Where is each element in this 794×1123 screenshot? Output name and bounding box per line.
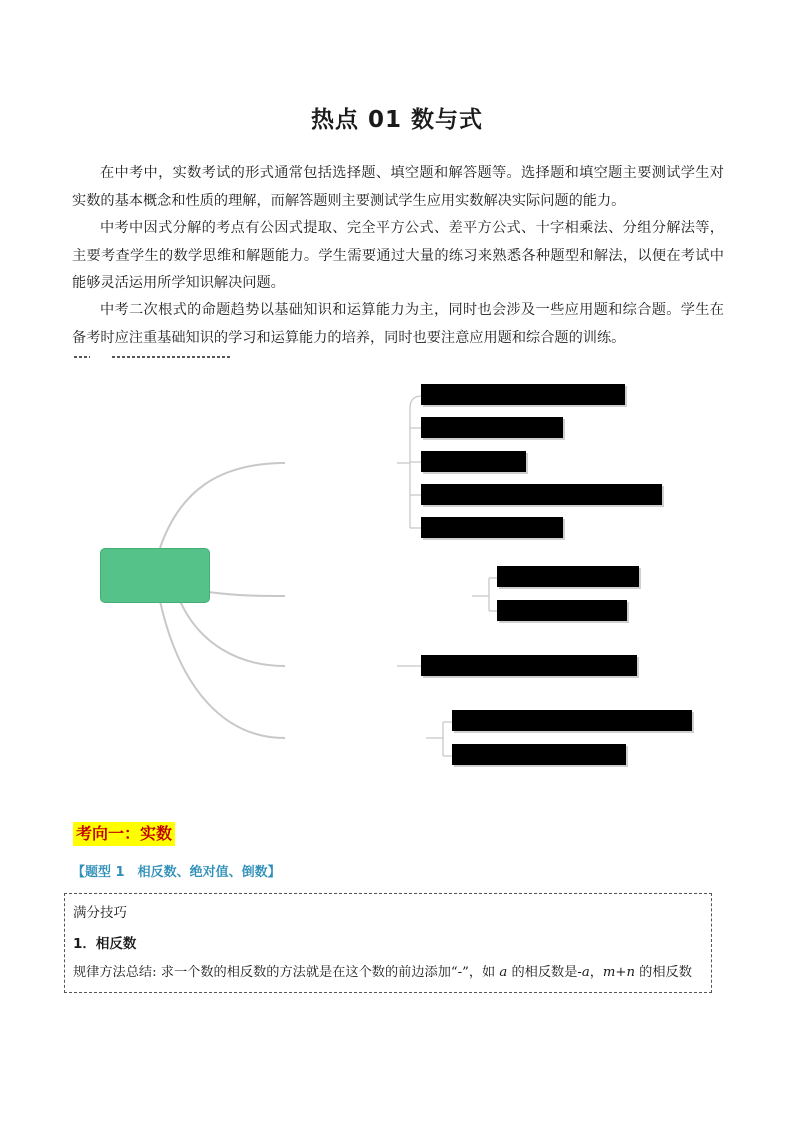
redacted-node-9 <box>452 710 692 731</box>
bracket-group-1 <box>397 396 422 528</box>
intro-paragraph-1: 在中考中，实数考试的形式通常包括选择题、填空题和解答题等。选择题和填空题主要测试学生对实数的基本概念和性质的理解，而解答题则主要测试学生应用实数解决实际问题的能力。 <box>72 165 724 209</box>
redacted-node-6 <box>497 566 639 587</box>
bracket-group-2 <box>472 578 498 611</box>
tip-box <box>64 893 712 993</box>
connector-branch-3 <box>180 601 285 666</box>
redacted-node-5 <box>421 517 563 538</box>
mind-map-root-node <box>100 548 210 603</box>
tip-rule-text: 规律方法总结: 求一个数的相反数的方法就是在这个数的前边添加“-”，如 a 的相反数是-a，m+n 的相反数 <box>73 965 692 980</box>
redacted-node-1 <box>421 384 625 405</box>
connector-branch-2 <box>208 592 285 596</box>
section-heading: 考向一：实数 <box>73 822 175 846</box>
page-title: 热点 01 数与式 <box>310 107 484 133</box>
redacted-node-10 <box>452 744 626 765</box>
tip-item-heading: 1．相反数 <box>73 936 137 952</box>
tip-title: 满分技巧 <box>73 905 127 921</box>
type-heading: 【题型 1 相反数、绝对值、倒数】 <box>72 865 281 880</box>
intro-paragraph-3: 中考二次根式的命题趋势以基础知识和运算能力为主，同时也会涉及一些应用题和综合题。学生在备考时应注重基础知识的学习和运算能力的培养，同时也要注意应用题和综合题的训练。 <box>72 302 724 346</box>
redacted-node-2 <box>421 417 563 438</box>
bracket-group-4 <box>426 722 452 756</box>
connector-branch-4 <box>160 601 285 738</box>
redacted-node-4 <box>421 484 662 505</box>
redacted-node-7 <box>497 600 627 621</box>
connector-branch-1 <box>160 463 285 548</box>
intro-paragraph-2: 中考中因式分解的考点有公因式提取、完全平方公式、差平方公式、十字相乘法、分组分解法等，主要考查学生的数学思维和解题能力。学生需要通过大量的练习来熟悉各种题型和解法，以便在考试中能够灵活运用所学知识解决问题。 <box>72 220 724 291</box>
redacted-node-3 <box>421 451 526 472</box>
redacted-node-8 <box>421 655 637 676</box>
